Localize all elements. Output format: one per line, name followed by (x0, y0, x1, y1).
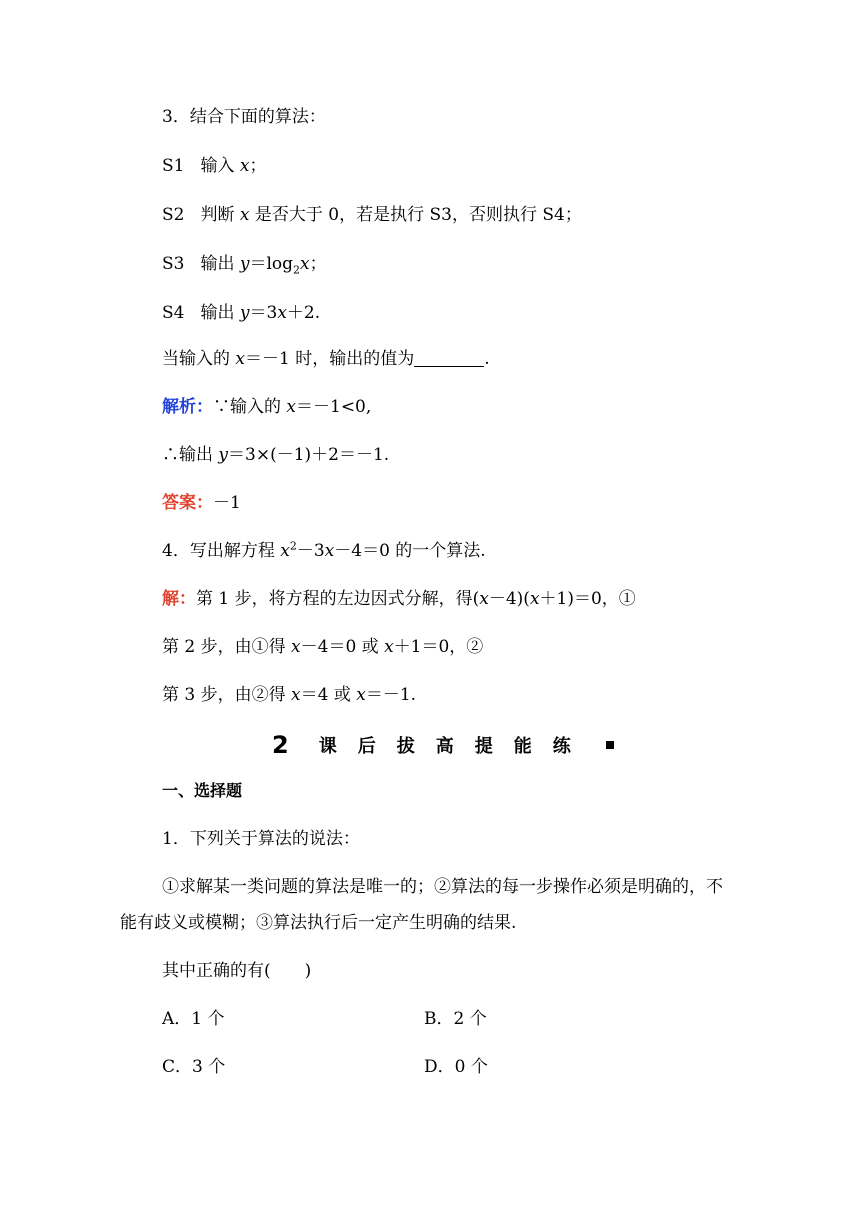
option-b[interactable]: B．2 个 (424, 1009, 487, 1029)
part-heading: 一、选择题 (162, 781, 243, 800)
section-char: 后 (357, 736, 376, 757)
step-text: 输入 (200, 156, 235, 176)
q3-question (162, 348, 490, 370)
q3-analysis (162, 396, 371, 418)
var-x: x (280, 541, 290, 561)
step-text: 第 1 步，将方程的左边因式分解，得( (196, 589, 480, 609)
section-char: 拔 (396, 736, 415, 757)
square-marker-icon (606, 741, 614, 749)
question-text: 当输入的 (162, 349, 230, 369)
section-number: 2 (272, 731, 289, 759)
q3-step-s4 (162, 302, 320, 324)
section-char: 练 (552, 736, 571, 757)
step-label: S1 (162, 156, 185, 176)
section-char: 能 (513, 736, 532, 757)
var-x: x (384, 637, 394, 657)
step-end: ； (249, 156, 267, 176)
analysis-label: 解析： (162, 397, 213, 417)
step-text-2: 是否大于 0，若是执行 S3，否则执行 S4； (254, 205, 582, 225)
therefore-text-2: ＝3×(－1)＋2＝－1. (228, 445, 390, 465)
section-banner (272, 730, 614, 760)
log-base: 2 (293, 263, 301, 277)
analysis-text: ∵输入的 (213, 397, 281, 417)
q3-step-s2 (162, 204, 582, 226)
option-c[interactable]: C．3 个 (162, 1057, 226, 1077)
q3-step-s3 (162, 253, 327, 275)
var-x: x (277, 303, 287, 323)
var-x: x (324, 541, 335, 561)
q4-step3 (162, 684, 416, 706)
eq: ＝3 (249, 303, 278, 323)
q3-title: 3．结合下面的算法： (162, 107, 326, 127)
var-x: x (239, 205, 250, 225)
step-label: S4 (162, 303, 185, 323)
var-x: x (235, 349, 245, 369)
q3-therefore (162, 444, 389, 466)
step-text-3: ＋1)＝0，① (539, 589, 636, 609)
var-x: x (286, 397, 296, 417)
var-x: x (300, 254, 310, 274)
answer-blank (414, 350, 484, 367)
question-text-2: ＝－1 时，输出的值为 (245, 349, 415, 369)
step-end: ＋2. (286, 303, 321, 323)
var-x: x (239, 156, 250, 176)
var-x: x (291, 637, 301, 657)
step-text: 判断 (200, 205, 235, 225)
step-text: 第 2 步，由①得 (162, 637, 286, 657)
step-text-2: －4)( (488, 589, 530, 609)
mc1-body-line2: 能有歧义或模糊；③算法执行后一定产生明确的结果. (120, 913, 517, 933)
eq: ＝log (249, 254, 294, 274)
q4-text: 4．写出解方程 (162, 541, 275, 561)
solution-label: 解： (162, 589, 196, 609)
step-text-3: ＝－1. (365, 685, 417, 705)
var-x: x (529, 589, 540, 609)
option-a[interactable]: A．1 个 (162, 1009, 225, 1029)
therefore-text: ∴输出 (162, 445, 213, 465)
step-text-2: ＝4 或 (300, 685, 351, 705)
q4-text-2: －3 (296, 541, 325, 561)
q4-step1 (162, 588, 636, 610)
step-text: 第 3 步，由②得 (162, 685, 286, 705)
mc1-stem: 1．下列关于算法的说法： (162, 829, 360, 849)
var-y: y (239, 254, 250, 274)
section-char: 课 (318, 736, 337, 757)
section-char: 高 (435, 736, 454, 757)
step-text: 输出 (200, 303, 235, 323)
option-d[interactable]: D．0 个 (424, 1057, 488, 1077)
step-text: 输出 (200, 254, 235, 274)
answer-label: 答案： (162, 493, 213, 513)
q3-answer (162, 492, 241, 514)
mc1-body-line1: ①求解某一类问题的算法是唯一的；②算法的每一步操作必须是明确的，不 (162, 877, 723, 897)
var-x: x (356, 685, 366, 705)
question-end: . (484, 349, 490, 369)
step-text-2: －4＝0 或 (300, 637, 379, 657)
section-char: 提 (474, 736, 493, 757)
var-y: y (218, 445, 229, 465)
q4-step2 (162, 636, 483, 658)
step-label: S2 (162, 205, 185, 225)
step-text-3: ＋1＝0，② (393, 637, 484, 657)
var-x: x (291, 685, 301, 705)
step-label: S3 (162, 254, 185, 274)
q4-text-3: －4＝0 的一个算法. (334, 541, 486, 561)
var-y: y (239, 303, 250, 323)
mc1-prompt: 其中正确的有( ) (162, 961, 312, 981)
q4-title (162, 540, 486, 562)
step-end: ； (309, 254, 327, 274)
exponent: 2 (289, 539, 297, 553)
var-x: x (479, 589, 489, 609)
q3-step-s1 (162, 155, 266, 177)
analysis-text-2: ＝－1<0, (296, 397, 372, 417)
answer-value: －1 (213, 493, 241, 513)
